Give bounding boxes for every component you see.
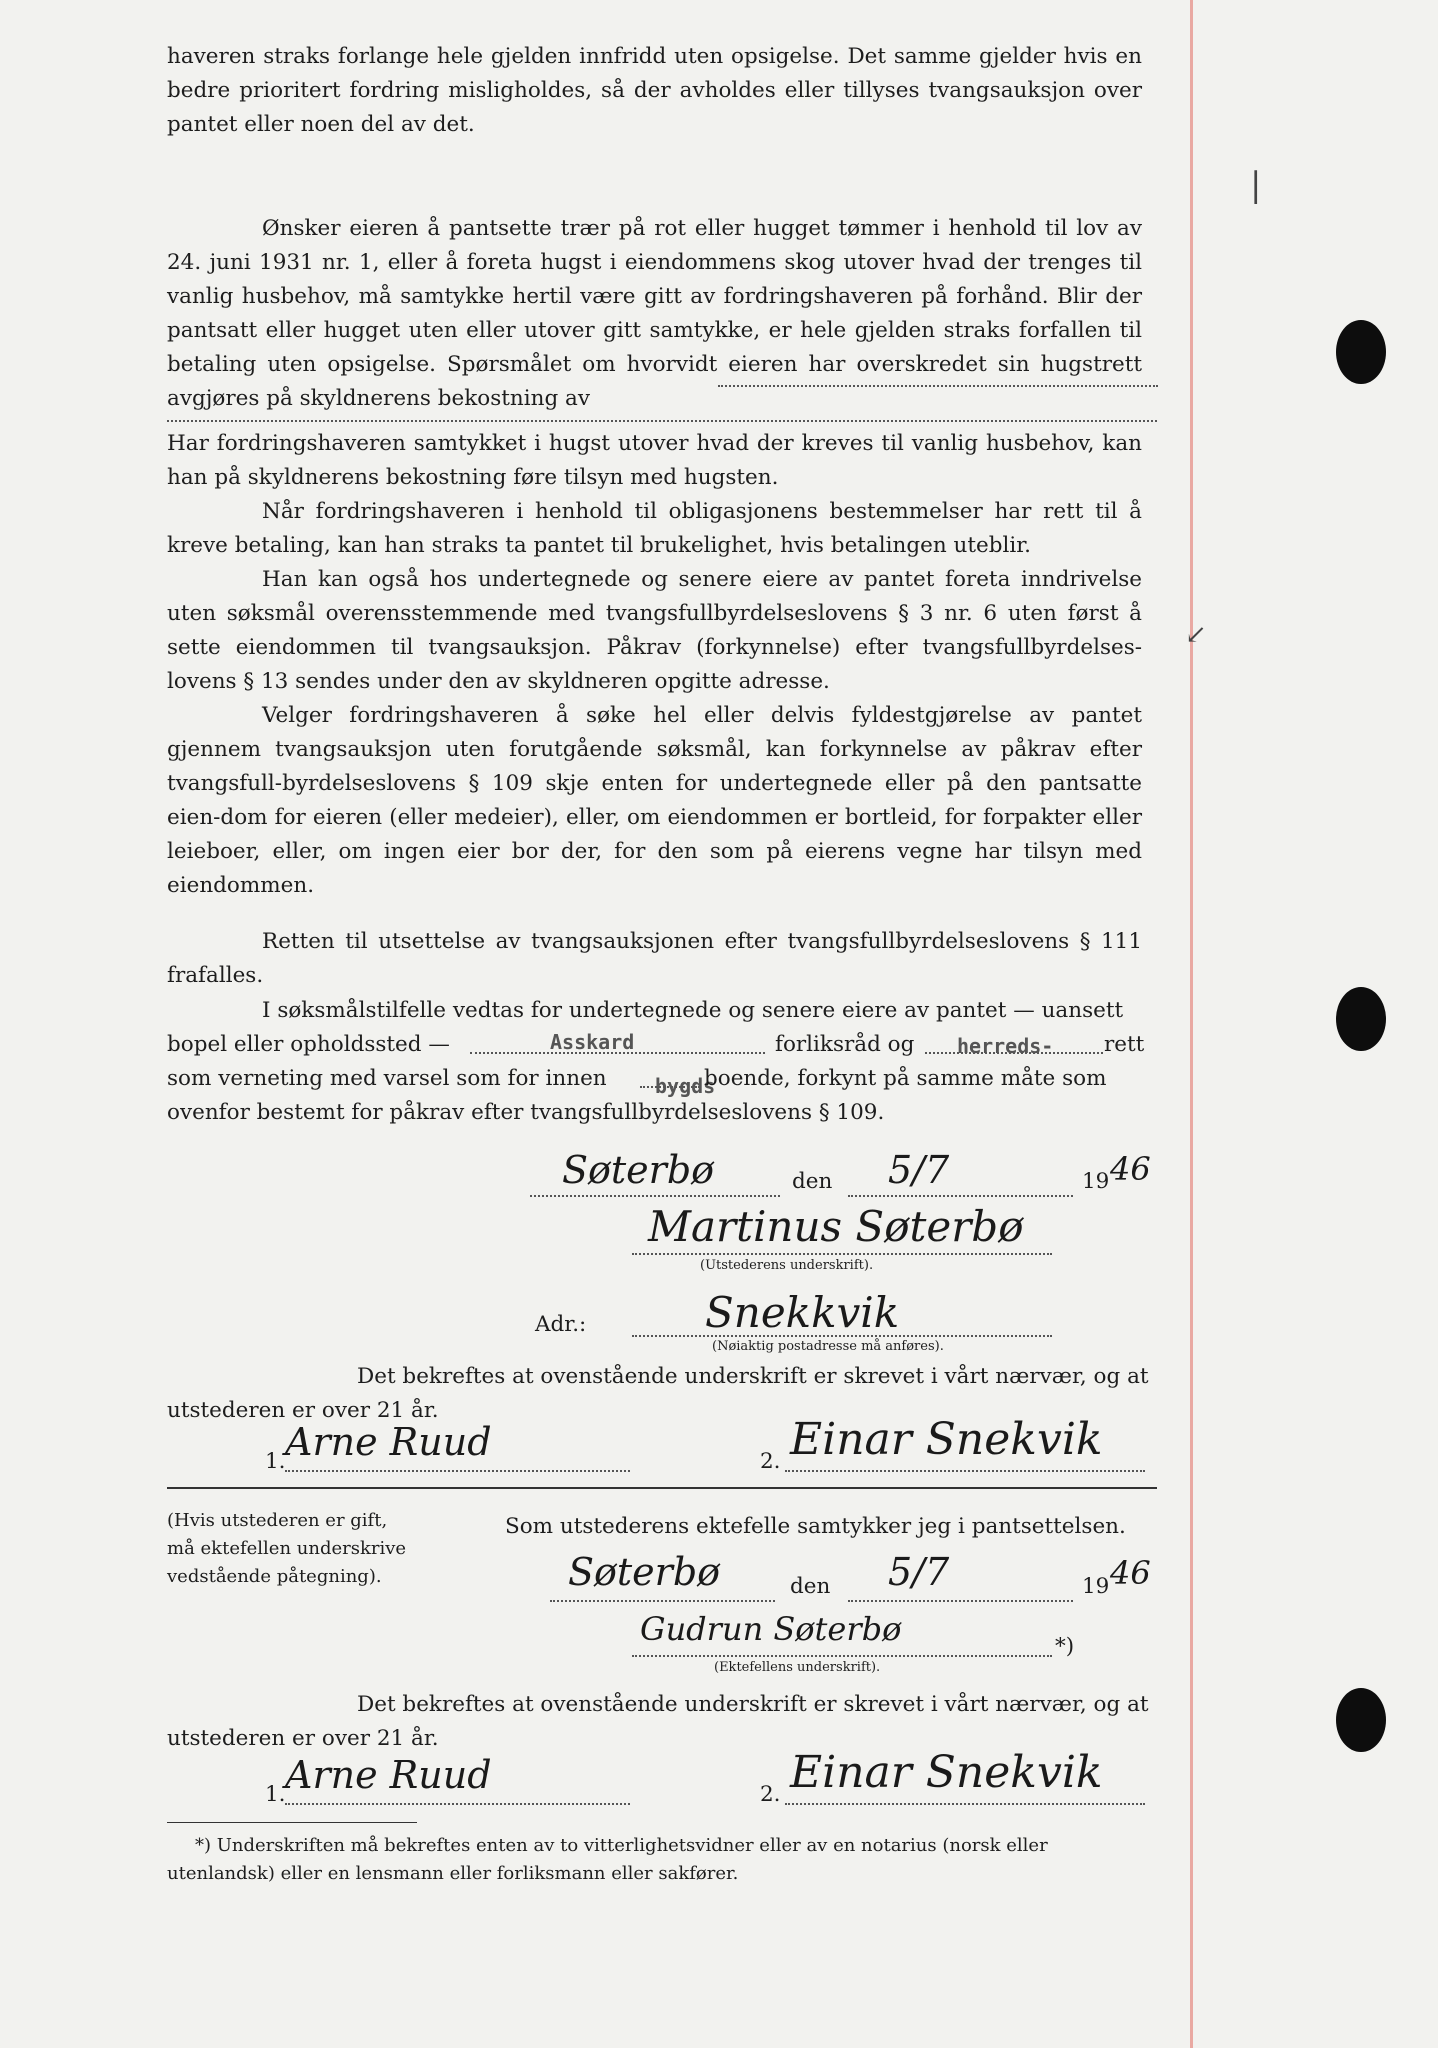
field-caption: (Nøiaktig postadresse må anføres). bbox=[712, 1339, 944, 1354]
text: 19 bbox=[1082, 1574, 1110, 1599]
paragraph: Har fordringshaveren samtykket i hugst utover hvad der kreves til vanlig husbehov, kan han på skyldnerens bekostning føre tilsyn med hugsten. bbox=[167, 431, 1142, 490]
dotted-line bbox=[632, 1335, 1052, 1337]
paragraph: haveren straks forlange hele gjelden innfridd uten opsigelse. Det samme gjelder hvis en bedre prioritert fordring misligholdes, så der avholdes eller tillyses tvangsauksjon over pantet eller noen del av det. bbox=[167, 44, 1142, 137]
footnote: *) Underskriften må bekreftes enten av to vitterlighetsvidner eller av en notarius (norsk eller utenlandsk) eller en lensmann eller forliksmann eller sakfører. bbox=[167, 1835, 1048, 1884]
text: 1. bbox=[265, 1782, 286, 1807]
footnote-rule bbox=[167, 1822, 417, 1823]
text: utstederen er over 21 år. bbox=[167, 1398, 439, 1423]
text: den bbox=[792, 1169, 833, 1194]
text: bopel eller opholdssted — bbox=[167, 1032, 450, 1057]
text: som verneting med varsel som for innen bbox=[167, 1066, 607, 1091]
pencil-mark: | bbox=[1250, 165, 1262, 205]
filled-field: bygds bbox=[655, 1074, 716, 1098]
punch-hole bbox=[1336, 320, 1386, 384]
punch-hole bbox=[1336, 1688, 1386, 1752]
handwritten-year: 46 bbox=[1110, 1150, 1151, 1188]
handwritten-signature: Martinus Søterbø bbox=[648, 1202, 1024, 1251]
dotted-line bbox=[550, 1600, 775, 1602]
text: 2. bbox=[760, 1782, 781, 1807]
paragraph: Velger fordringshaveren å søke hel eller delvis fyldestgjørelse av pantet gjennem tvangsauksjon uten forutgående søksmål, kan forkynnelse av påkrav efter tvangsfull-byrdelseslovens § 109 skje enten for undertegnede eller på den pantsatte eien-dom for eieren (eller medeier), eller, om eiendommen er bortleid, for forpakter eller leieboer, eller, om ingen eier bor der, for den som på eierens vegne har tilsyn med eiendommen. bbox=[167, 703, 1142, 898]
divider bbox=[167, 1487, 1157, 1489]
dotted-line bbox=[167, 420, 1157, 422]
filled-field: Asskard bbox=[550, 1030, 635, 1054]
text: Som utstederens ektefelle samtykker jeg i pantsettelsen. bbox=[505, 1514, 1126, 1539]
spouse-signature: Gudrun Søterbø bbox=[640, 1610, 902, 1648]
filled-field: herreds- bbox=[957, 1034, 1054, 1058]
field-caption: (Utstederens underskrift). bbox=[700, 1258, 874, 1273]
text: Det bekreftes at ovenstående underskrift er skrevet i vårt nærvær, og at bbox=[357, 1364, 1149, 1389]
text: utstederen er over 21 år. bbox=[167, 1726, 439, 1751]
handwritten-date: 5/7 bbox=[888, 1148, 950, 1192]
dotted-line bbox=[632, 1655, 1052, 1657]
handwritten-place: Søterbø bbox=[568, 1550, 721, 1594]
handwritten-year: 46 bbox=[1110, 1554, 1151, 1592]
paragraph: Retten til utsettelse av tvangsauksjonen efter tvangsfullbyrdelseslovens § 111 frafalles. bbox=[167, 929, 1142, 988]
text: ovenfor bestemt for påkrav efter tvangsfullbyrdelseslovens § 109. bbox=[167, 1100, 885, 1125]
dotted-line bbox=[285, 1470, 630, 1472]
text: 1. bbox=[265, 1449, 286, 1474]
text: 2. bbox=[760, 1449, 781, 1474]
dotted-line bbox=[718, 385, 1158, 387]
paragraph: Han kan også hos undertegnede og senere eiere av pantet foreta inndrivelse uten søksmål overensstemmende med tvangsfullbyrdelseslovens § 3 nr. 6 uten først å sette eiendommen til tvangsauksjon. Påkrav (forkynnelse) efter tvangsfullbyrdelses-lovens § 13 sendes under den av skyldneren opgitte adresse. bbox=[167, 567, 1142, 694]
witness-signature: Einar Snekvik bbox=[790, 1414, 1103, 1465]
text: Det bekreftes at ovenstående underskrift er skrevet i vårt nærvær, og at bbox=[357, 1692, 1149, 1717]
text: forliksråd og bbox=[775, 1032, 915, 1057]
dotted-line bbox=[285, 1803, 630, 1805]
handwritten-place: Søterbø bbox=[562, 1148, 715, 1192]
witness-signature: Arne Ruud bbox=[285, 1753, 492, 1797]
handwritten-date: 5/7 bbox=[888, 1550, 950, 1594]
pencil-mark: ↙ bbox=[1185, 620, 1207, 650]
text: den bbox=[790, 1574, 831, 1599]
text: 19 bbox=[1082, 1169, 1110, 1194]
margin-line bbox=[1190, 0, 1193, 2048]
field-caption: (Ektefellens underskrift). bbox=[714, 1660, 881, 1675]
dotted-line bbox=[848, 1600, 1073, 1602]
text: rett bbox=[1104, 1032, 1145, 1057]
dotted-line bbox=[632, 1253, 1052, 1255]
text: *) bbox=[1055, 1634, 1075, 1659]
text: Adr.: bbox=[535, 1312, 587, 1337]
spouse-instruction: (Hvis utstederen er gift, må ektefellen underskrive vedstående påtegning). bbox=[167, 1510, 407, 1587]
handwritten-address: Snekkvik bbox=[705, 1288, 900, 1337]
witness-signature: Arne Ruud bbox=[285, 1420, 492, 1464]
text: boende, forkynt på samme måte som bbox=[704, 1066, 1107, 1091]
dotted-line bbox=[785, 1803, 1145, 1805]
witness-signature: Einar Snekvik bbox=[790, 1747, 1103, 1798]
punch-hole bbox=[1336, 987, 1386, 1051]
paragraph: Når fordringshaveren i henhold til obligasjonens bestemmelser har rett til å kreve betaling, kan han straks ta pantet til brukelighet, hvis betalingen uteblir. bbox=[167, 499, 1142, 558]
dotted-line bbox=[785, 1470, 1145, 1472]
paragraph: Ønsker eieren å pantsette trær på rot eller hugget tømmer i henhold til lov av 24. juni 1931 nr. 1, eller å foreta hugst i eiendommens skog utover hvad der trenges til vanlig husbehov, må samtykke hertil være gitt av fordringshaveren på forhånd. Blir der pantsatt eller hugget uten eller utover gitt samtykke, er hele gjelden straks forfallen til betaling uten opsigelse. Spørsmålet om hvorvidt eieren har overskredet sin hugstrett avgjøres på skyldnerens bekostning av bbox=[167, 216, 1142, 411]
dotted-line bbox=[848, 1195, 1073, 1197]
dotted-line bbox=[530, 1195, 780, 1197]
paragraph-line: I søksmålstilfelle vedtas for undertegnede og senere eiere av pantet — uansett bbox=[262, 998, 1124, 1023]
